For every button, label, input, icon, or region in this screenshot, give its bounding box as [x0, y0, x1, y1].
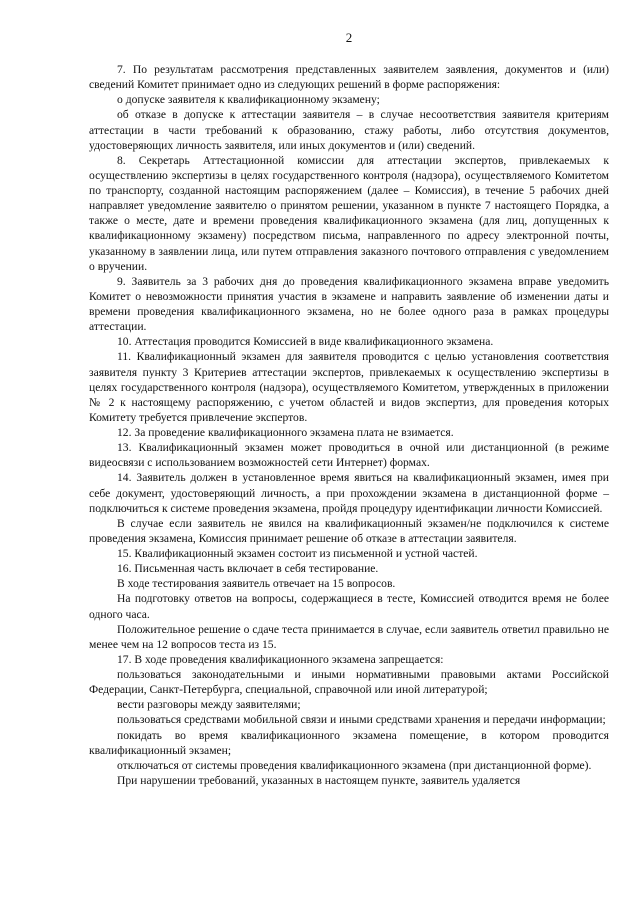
- page-number: 2: [345, 30, 353, 45]
- paragraph: 8. Секретарь Аттестационной комиссии для аттестации экспертов, привлекаемых к осуществлению экспертизы в целях государственного контроля (надзора), осуществляемого Комитетом по транспорту, созданной настоящим распоряжением (далее – Комиссия), в течение 5 рабочих дней направляет уведомление заявителю о принятом решении, указанном в пункте 7 настоящего Порядка, а также о месте, дате и времени проведения квалификационного экзамена (для лиц, допущенных к квалификационному экзамену) посредством письма, направленного по адресу электронной почты, указанному в заявлении лица, или путем отправления заказного почтового отправления с уведомлением о вручении.: [89, 153, 609, 273]
- paragraph: 13. Квалификационный экзамен может проводиться в очной или дистанционной (в режиме видеосвязи с использованием возможностей сети Интернет) формах.: [89, 441, 609, 470]
- paragraph: 11. Квалификационный экзамен для заявителя проводится с целью установления соответствия заявителя пункту 3 Критериев аттестации экспертов, привлекаемых к осуществлению экспертизы в целях государственного контроля (надзора), осуществляемого Комитетом, утвержденных в приложении № 2 к настоящему распоряжению, с учетом областей и видов экспертиз, для проведения которых Комитету требуется привлечение экспертов.: [89, 350, 609, 424]
- paragraph: об отказе в допуске к аттестации заявителя – в случае несоответствия заявителя критериям аттестации в части требований к образованию, стажу работы, либо отсутствия документов, удостоверяющих личность заявителя, или иных документов и (или) сведений.: [89, 108, 609, 152]
- paragraph: 7. По результатам рассмотрения представленных заявителем заявления, документов и (или) сведений Комитет принимает одно из следующих решений в форме распоряжения:: [89, 63, 609, 92]
- paragraph: В ходе тестирования заявитель отвечает на 15 вопросов.: [117, 577, 396, 591]
- paragraph: покидать во время квалификационного экзамена помещение, в котором проводится квалификационный экзамен;: [89, 728, 609, 757]
- paragraph: 10. Аттестация проводится Комиссией в виде квалификационного экзамена.: [117, 335, 494, 349]
- paragraph: отключаться от системы проведения квалификационного экзамена (при дистанционной форме).: [117, 758, 592, 772]
- paragraph: 14. Заявитель должен в установленное время явиться на квалификационный экзамен, имея при себе документ, удостоверяющий личность, а при прохождении экзамена в дистанционной форме – подключиться к системе проведения экзамена, пройдя процедуру идентификации личности Комиссией.: [89, 471, 609, 515]
- paragraph: 17. В ходе проведения квалификационного экзамена запрещается:: [117, 652, 444, 666]
- paragraph: 9. Заявитель за 3 рабочих дня до проведения квалификационного экзамена вправе уведомить Комитет о невозможности принятия участия в экзамене и направить заявление об изменении даты и времени проведения квалификационного экзамена, но не более одного раза в рамках процедуры аттестации.: [89, 274, 609, 334]
- paragraph: На подготовку ответов на вопросы, содержащиеся в тесте, Комиссией отводится время не более одного часа.: [89, 592, 609, 621]
- paragraph: о допуске заявителя к квалификационному экзамену;: [117, 93, 380, 107]
- paragraph: пользоваться средствами мобильной связи и иными средствами хранения и передачи информации;: [117, 713, 606, 727]
- paragraph: Положительное решение о сдаче теста принимается в случае, если заявитель ответил правильно не менее чем на 12 вопросов теста из 15.: [89, 622, 609, 651]
- paragraph: 15. Квалификационный экзамен состоит из письменной и устной частей.: [117, 547, 478, 560]
- paragraph: В случае если заявитель не явился на квалификационный экзамен/не подключился к системе проведения экзамена, Комиссия принимает решение об отказе в аттестации заявителя.: [89, 516, 609, 545]
- paragraph: 16. Письменная часть включает в себя тестирование.: [117, 562, 379, 576]
- paragraph: пользоваться законодательными и иными нормативными правовыми актами Российской Федерации, Санкт-Петербурга, специальной, справочной или иной литературой;: [89, 668, 609, 697]
- paragraph: 12. За проведение квалификационного экзамена плата не взимается.: [117, 426, 454, 439]
- paragraph: вести разговоры между заявителями;: [117, 698, 301, 712]
- document-body: [89, 62, 609, 788]
- paragraph: При нарушении требований, указанных в настоящем пункте, заявитель удаляется: [117, 773, 521, 787]
